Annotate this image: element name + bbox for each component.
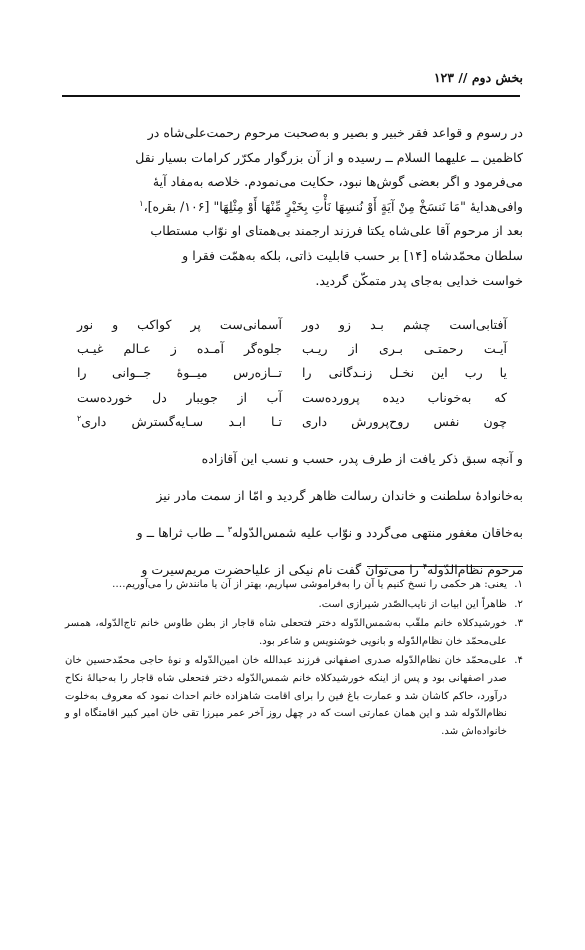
hemistich-first: آیـت رحمتـی بـری از ریـب [302,341,507,357]
paragraph-2 [65,434,523,595]
hemistich-second: تــازه‌رس میــوهٔ جــوانی را [77,365,282,381]
hemistich-first: چون نفس روح‌پرورش داری [302,413,507,429]
hemistich-first: که به‌خوناب دیده پروردەست [302,389,507,405]
hemistich-second: جلوه‌گر آمـده ز عـالم غیـب [77,341,282,357]
text-line: سلطان محمّدشاه [۱۴] بر حسب قابلیت ذاتی، بلکه به‌همّت فقرا و [182,247,523,263]
hemistich-second: آب از جویبار دل خوردەست [77,389,282,405]
text-segment: را می‌توان گفت نام نیکی از علیاحضرت مریم‌سیرت و [141,562,423,578]
poem-verse [77,410,507,434]
footnote [65,576,523,594]
text-line: کاظمین ــ علیهما السلام ــ رسیده و از آن بزرگوار مکرّر کرامات بسیار نقل [135,149,523,165]
footnote [65,652,523,740]
footnote-number: ۲. [514,598,523,610]
text-line: به‌خانوادهٔ سلطنت و خاندان رسالت ظاهر گردید و امّا از سمت مادر نیز [156,487,523,503]
poem-verse [77,313,507,337]
hemistich-second: آسمانی‌ست پر کواکب و نور [77,317,282,332]
text-line [65,521,523,546]
footnote-ref[interactable]: ۲ [77,413,82,423]
footnote-text: خورشیدکلاه خانم ملقّب به‌شمس‌الدّوله دختر فتحعلی شاه قاجار از بطن طاوس خانم تاج‌الدّوله، همسر علی‌محمّد خان نظام‌الدّوله و بانویی خوشنویس و شاعر بود. [65,618,507,647]
text-segment: مرحوم نظام‌الدّوله [427,562,523,578]
quran-verse-line: وافی‌هدایهٔ "مَا نَنسَخْ مِنْ آيَةٍ أَوْ نُنسِهَا نَأْتِ بِخَيْرٍ مِّنْهَا أَوْ مِثْلِهَا" [۱۰۶/ بقره]، [143,198,523,214]
hemistich-second [77,410,282,434]
footnote-text: یعنی: هر حکمی را نسخ کنیم یا آن را به‌فراموشی سپاریم، بهتر از آن یا مانندش را می‌آوریم…. [112,579,507,590]
text-segment: ــ طاب ثراها ــ و [136,524,228,540]
hemistich-first: یا رب این نخـل زنـدگانی را [302,365,507,381]
text-line: بعد از مرحوم آقا علی‌شاه یکتا فرزند ارجمند بی‌همتای او نوّاب مستطاب [150,223,523,239]
footnote [65,596,523,614]
footnote-text: علی‌محمّد خان نظام‌الدّوله صدری اصفهانی فرزند عبدالله خان امین‌الدّوله و نوهٔ حاجی محمّدحسین خان صدر اصفهانی بود و پس از اینکه خورشیدکلاه خانم شمس‌الدّوله دختر فتحعلی شاه قاجار را به‌حبالهٔ نکاح درآورد، حاکم کاشان شد و عمارت باغ فین را برای اقامت شاهزاده خانم احداث نمود که معروف به‌خلوت نظام‌الدّوله شد و این همان عمارتی است که در چهل روز آخر عمر میرزا تقی خان امیر کبیر اقامتگاه او و خانواده‌اش شد. [65,655,507,737]
footnote-text: ظاهراً این ابیات از نایب‌الصّدر شیرازی است. [318,598,507,610]
poem-block [77,313,507,434]
text-line: خواست خدایی به‌جای پدر متمکّن گردید. [315,272,523,288]
footnote-ref[interactable]: ۳ [227,524,232,534]
poem-verse [77,337,507,361]
footnote-ref[interactable]: ۴ [422,561,428,571]
text-line: در رسوم و قواعد فقر خبیر و بصیر و به‌صحبت مرحوم رحمت‌علی‌شاه در [147,125,523,140]
header-rule [62,95,520,97]
text-line: و آنچه سبق ذکر یافت از طرف پدر، حسب و نسب این آقازاده [201,450,523,466]
text-line: می‌فرمود و اگر بعضی گوش‌ها نبود، حکایت می‌نمودم. خلاصه به‌مفاد آیهٔ [152,174,523,190]
running-header: بخش دوم // ۱۲۳ [433,70,523,85]
footnote-number: ۳. [514,618,523,630]
text-line [65,195,523,220]
poem-verse [77,386,507,410]
footnote-rule [367,566,523,567]
footnote-number: ۴. [514,655,523,667]
footnote-number: ۱. [514,579,523,590]
footnote-ref[interactable]: ۱ [139,198,144,208]
paragraph-1 [65,121,523,293]
poem-verse [77,361,507,385]
text-segment: به‌خاقان مغفور منتهی می‌گردد و نوّاب علیه شمس‌الدّوله [231,524,523,540]
footnotes [65,576,523,742]
hemistich-text: تـا ابـد سـایه‌گسترش داری [81,413,282,429]
footnote [65,615,523,650]
hemistich-first: آفتابی‌است چشم بـد زو دور [302,317,507,332]
